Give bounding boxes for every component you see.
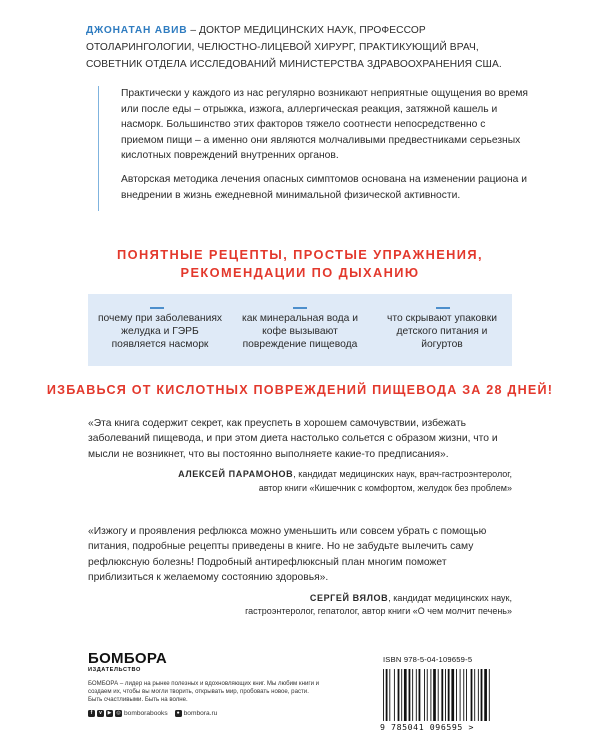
headline <box>0 246 600 282</box>
globe-icon: ● <box>176 709 180 716</box>
headline-line-1: ПОНЯТНЫЕ РЕЦЕПТЫ, ПРОСТЫЕ УПРАЖНЕНИЯ, <box>117 247 483 262</box>
quote-2-credentials: , кандидат медицинских наук, <box>388 592 512 603</box>
social-handle: bomborabooks <box>124 709 168 717</box>
publisher-site: bombora.ru <box>183 709 218 717</box>
isbn: ISBN 978-5-04-109659-5 <box>383 655 473 664</box>
feature-item-2: как минеральная вода и кофе вызывают повреждение пищевода <box>242 313 358 350</box>
publisher-logo: БОМБОРА <box>88 650 168 667</box>
quote-2-text: «Изжогу и проявления рефлюкса можно уменьшить или совсем убрать с помощью питания, подробные рецепты приведены в книге. Но не забудьте вылечить саму рефлюксную болезнь! Подробный антирефлюксный план многим поможет приблизиться к желаемому состоянию здоровья». <box>88 526 487 584</box>
barcode-digits: 9 785041 096595 > <box>380 722 474 732</box>
author-name: ДЖОНАТАН АВИВ <box>86 25 188 36</box>
quote-1-book: автор книги «Кишечник с комфортом, желудок без проблем» <box>258 482 512 493</box>
features-band <box>88 294 512 366</box>
publisher-block <box>88 651 328 717</box>
publisher-logo-subtitle: ИЗДАТЕЛЬСТВО <box>88 667 141 673</box>
instagram-icon: ◎ <box>116 709 121 716</box>
quote-1-author: АЛЕКСЕЙ ПАРАМОНОВ <box>178 469 294 480</box>
feature-marker <box>150 307 164 309</box>
feature-item-1: почему при заболеваниях желудка и ГЭРБ появляется насморк <box>97 313 223 350</box>
quote-2-author: СЕРГЕЙ ВЯЛОВ <box>309 592 389 603</box>
vk-icon: v <box>97 710 104 717</box>
quote-2-attribution <box>88 592 512 619</box>
quote-1-text: «Эта книга содержит секрет, как преуспеть в хорошем самочувствии, избежать заболеваний пищевода, и при этом диета настолько сольется с образом жизни, что и мысли не возникнет, что вы постоянно выполняете какие-то предписания». <box>88 418 498 460</box>
headline-line-2: РЕКОМЕНДАЦИИ ПО ДЫХАНИЮ <box>180 265 420 280</box>
quote-1-credentials: , кандидат медицинских наук, врач-гастроэнтеролог, <box>293 469 512 480</box>
facebook-icon: f <box>88 710 95 717</box>
barcode <box>383 669 495 721</box>
author-bio <box>86 22 526 73</box>
intro-paragraph-2: Авторская методика лечения опасных симптомов основана на изменении рациона и внедрении в жизнь ежедневной минимальной физической активности. <box>121 173 528 201</box>
feature-marker <box>436 307 450 309</box>
quote-2-book: гастроэнтеролог, гепатолог, автор книги «О чем молчит печень» <box>245 606 512 617</box>
publisher-description: БОМБОРА – лидер на рынке полезных и вдохновляющих книг. Мы любим книги и создаем их, чтобы вы могли творить, открывать мир, пробовать новое, расти. Быть счастливыми. Быть на волне. <box>88 680 320 704</box>
tagline: ИЗБАВЬСЯ ОТ КИСЛОТНЫХ ПОВРЕЖДЕНИЙ ПИЩЕВОДА ЗА 28 ДНЕЙ! <box>46 383 554 397</box>
quote-1 <box>88 416 512 495</box>
quote-2 <box>88 524 512 619</box>
author-description: – ДОКТОР МЕДИЦИНСКИХ НАУК, ПРОФЕССОР ОТОЛАРИНГОЛОГИИ, ЧЕЛЮСТНО-ЛИЦЕВОЙ ХИРУРГ, ПРАКТИКУЮЩИЙ ВРАЧ, СОВЕТНИК ОТДЕЛА ИССЛЕДОВАНИЙ МИНИСТЕРСТВА ЗДРАВООХРАНЕНИЯ США. <box>86 25 502 70</box>
feature-marker <box>293 307 307 309</box>
intro-block <box>98 86 529 211</box>
publisher-socials <box>88 710 328 717</box>
intro-paragraph-1: Практически у каждого из нас регулярно возникают неприятные ощущения во время или после еды – отрыжка, изжога, аллергическая реакция, затяжной кашель и насморк. Большинство этих факторов тяжело соотнести непосредственно с приемом пищи – а именно они являются молчаливыми предвестниками серьезных кислотных повреждений внутренних органов. <box>121 88 529 162</box>
quote-1-attribution <box>88 468 512 495</box>
feature-item-3: что скрывают упаковки детского питания и йогуртов <box>386 313 497 350</box>
youtube-icon: ▶ <box>107 709 112 716</box>
